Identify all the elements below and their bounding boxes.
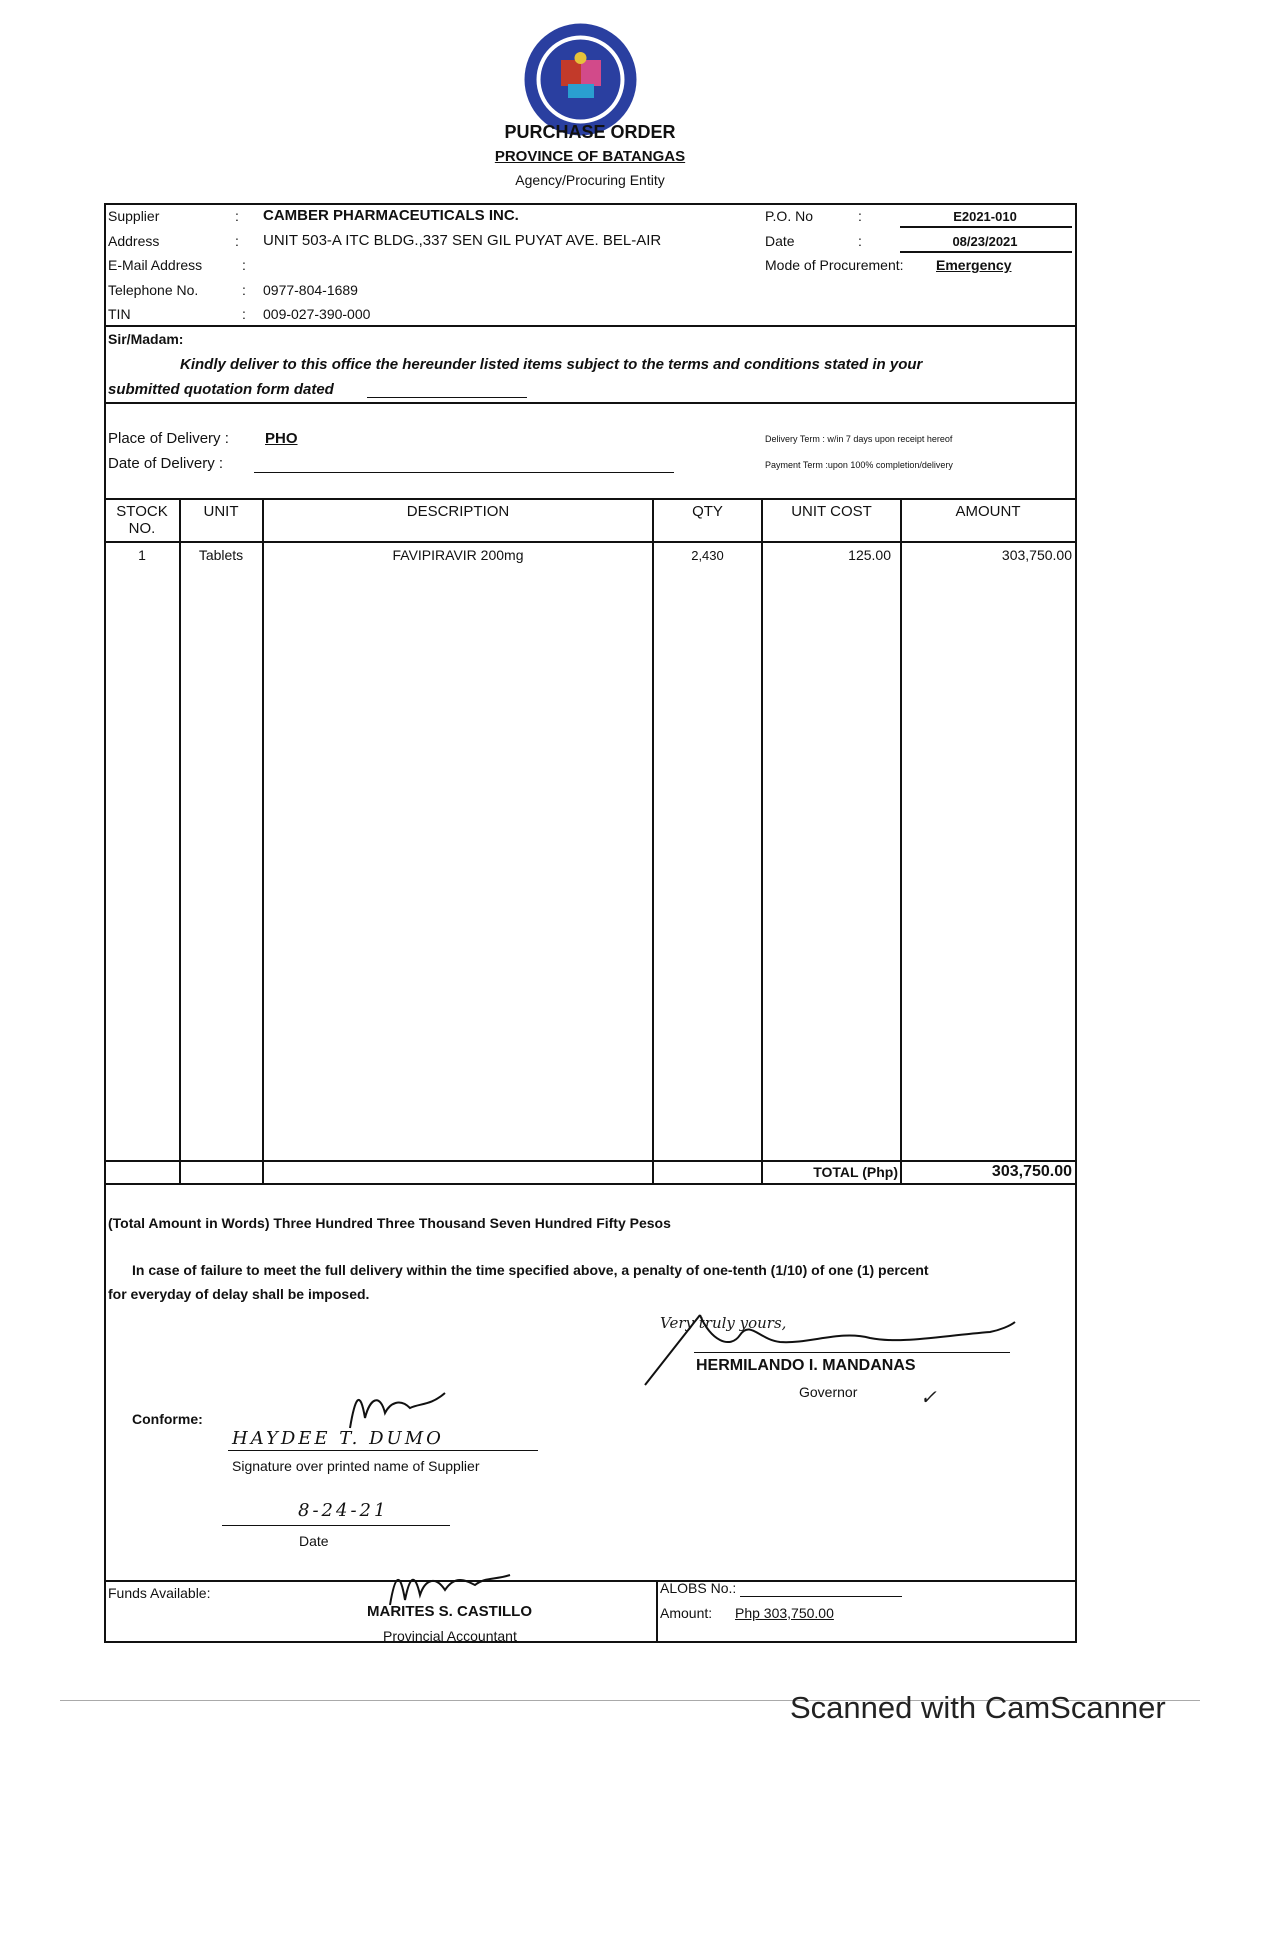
date-underline <box>900 251 1072 253</box>
tin-colon: : <box>242 306 246 322</box>
telephone-label: Telephone No. <box>108 282 199 298</box>
payment-term: Payment Term :upon 100% completion/delivery <box>765 460 953 470</box>
conforme-date-value: 8-24-21 <box>298 1500 389 1521</box>
tin-label: TIN <box>108 306 131 322</box>
date-colon: : <box>858 233 862 249</box>
supplier-signature-caption: Signature over printed name of Supplier <box>232 1458 480 1474</box>
accountant-name: MARITES S. CASTILLO <box>367 1603 532 1620</box>
col-header-description: DESCRIPTION <box>406 503 510 520</box>
mode-label: Mode of Procurement: <box>765 257 904 273</box>
date-label: Date <box>765 233 795 249</box>
governor-name: HERMILANDO I. MANDANAS <box>696 1357 916 1374</box>
governor-initials: ✓ <box>920 1385 937 1409</box>
governor-title: Governor <box>799 1384 858 1400</box>
entity-name: PROVINCE OF BATANGAS <box>494 148 686 165</box>
col-header-amount: AMOUNT <box>955 503 1021 520</box>
conforme-date-caption: Date <box>299 1533 329 1549</box>
conforme-label: Conforme: <box>132 1411 203 1427</box>
salutation-body-1: Kindly deliver to this office the hereunder listed items subject to the terms and conditions stated in your <box>180 356 923 373</box>
telephone-value: 0977-804-1689 <box>263 282 358 298</box>
supplier-signature-line <box>228 1450 538 1451</box>
closing-line: Very truly yours, <box>660 1314 787 1332</box>
penalty-clause-1: In case of failure to meet the full delivery within the time specified above, a penalty of one-tenth (1/10) of one (1) percent <box>132 1262 929 1278</box>
province-seal <box>523 22 638 137</box>
po-no-value: E2021-010 <box>953 209 1017 224</box>
address-label: Address <box>108 233 160 249</box>
address-value: UNIT 503-A ITC BLDG.,337 SEN GIL PUYAT AVE. BEL-AIR <box>263 232 662 249</box>
penalty-clause-2: for everyday of delay shall be imposed. <box>108 1286 370 1302</box>
place-of-delivery-value: PHO <box>265 430 298 447</box>
total-value: 303,750.00 <box>991 1163 1072 1180</box>
cell-unit: Tablets <box>198 547 244 563</box>
cell-stock-no: 1 <box>138 547 146 563</box>
email-colon: : <box>242 257 246 273</box>
conforme-date-line <box>222 1525 450 1526</box>
supplier-colon: : <box>235 208 239 224</box>
amount-value: Php 303,750.00 <box>735 1605 834 1621</box>
delivery-term: Delivery Term : w/in 7 days upon receipt hereof <box>765 434 953 444</box>
place-of-delivery-label: Place of Delivery : <box>108 430 229 447</box>
divider-2 <box>104 402 1077 404</box>
supplier-value: CAMBER PHARMACEUTICALS INC. <box>263 207 519 224</box>
cell-amount: 303,750.00 <box>1001 547 1072 563</box>
alobs-no-line <box>740 1596 902 1597</box>
amount-in-words: (Total Amount in Words) Three Hundred Three Thousand Seven Hundred Fifty Pesos <box>108 1215 671 1231</box>
alobs-no-label: ALOBS No.: <box>660 1580 737 1596</box>
po-no-underline <box>900 226 1072 228</box>
divider-funds-vertical <box>656 1580 658 1643</box>
amount-label: Amount: <box>660 1605 713 1621</box>
governor-signature <box>640 1300 1020 1390</box>
date-value: 08/23/2021 <box>952 234 1018 249</box>
document-title: PURCHASE ORDER <box>504 122 676 142</box>
cell-description: FAVIPIRAVIR 200mg <box>392 547 524 563</box>
total-label: TOTAL (Php) <box>813 1164 898 1180</box>
address-colon: : <box>235 233 239 249</box>
cell-qty: 2,430 <box>691 548 724 563</box>
salutation: Sir/Madam: <box>108 331 184 347</box>
supplier-printed-name: HAYDEE T. DUMO <box>232 1428 444 1449</box>
camscanner-watermark: Scanned with CamScanner <box>790 1690 1166 1725</box>
date-of-delivery-label: Date of Delivery : <box>108 455 224 472</box>
date-of-delivery-line <box>254 472 674 473</box>
col-header-unit: UNIT <box>203 503 239 520</box>
divider-1 <box>104 325 1077 327</box>
items-table <box>104 498 1077 1185</box>
telephone-colon: : <box>242 282 246 298</box>
accountant-title: Provincial Accountant <box>383 1628 517 1644</box>
mode-value: Emergency <box>936 257 1012 273</box>
email-label: E-Mail Address <box>108 257 203 273</box>
divider-funds <box>104 1580 1077 1582</box>
entity-label: Agency/Procuring Entity <box>515 172 665 188</box>
tin-value: 009-027-390-000 <box>263 306 371 322</box>
funds-available-label: Funds Available: <box>108 1585 211 1601</box>
supplier-label: Supplier <box>108 208 160 224</box>
governor-signature-line <box>694 1352 1010 1353</box>
col-header-stock-no: STOCK NO. <box>116 503 168 537</box>
po-no-colon: : <box>858 208 862 224</box>
salutation-body-2: submitted quotation form dated <box>108 381 334 398</box>
quotation-date-line <box>367 397 527 398</box>
col-header-qty: QTY <box>692 503 723 520</box>
po-no-label: P.O. No <box>765 208 813 224</box>
cell-unit-cost: 125.00 <box>848 547 891 563</box>
col-header-unit-cost: UNIT COST <box>791 503 872 520</box>
